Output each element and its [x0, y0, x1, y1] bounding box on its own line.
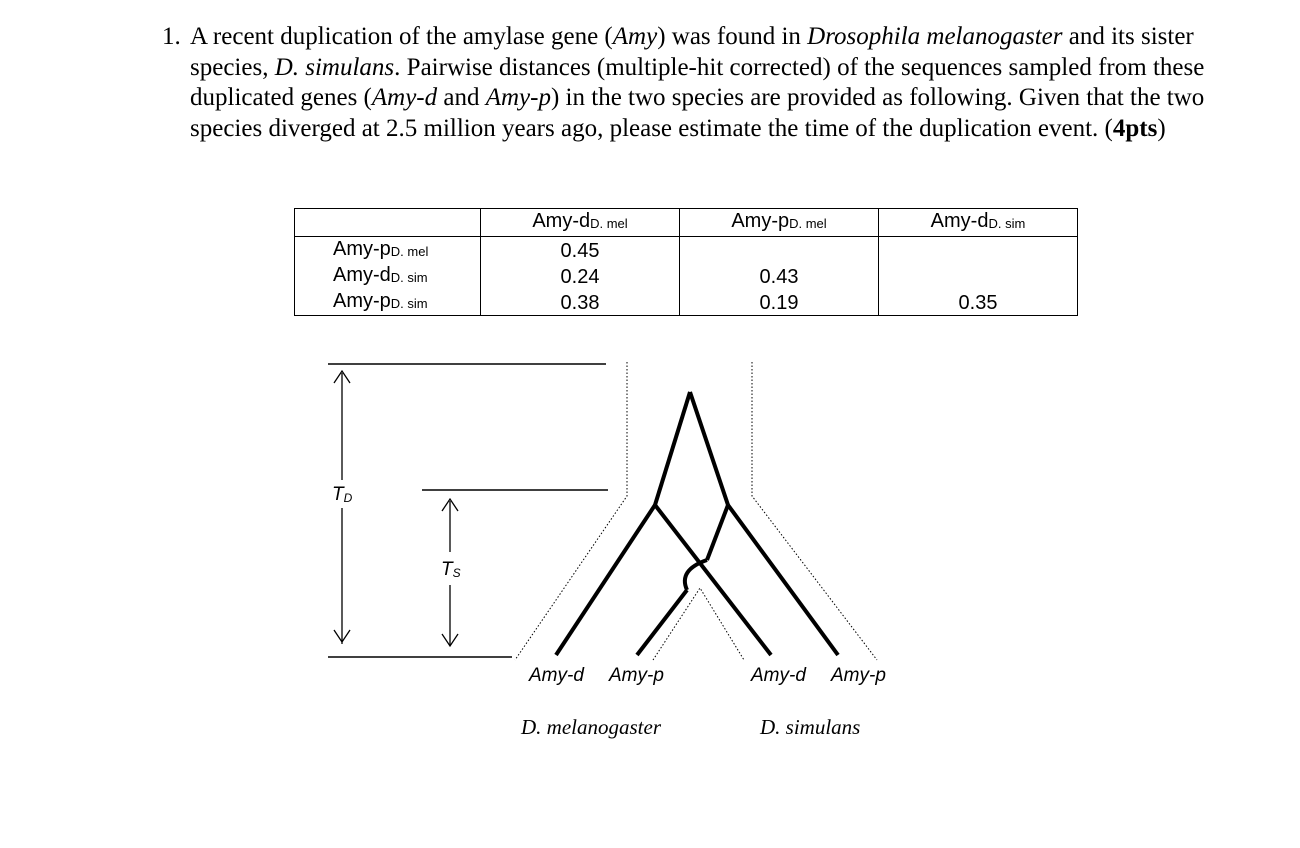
header-gene: Amy-d [930, 210, 989, 232]
row-gene: Amy-d [333, 264, 391, 286]
ts-label: TS [441, 559, 461, 580]
header-species: D. sim [988, 216, 1026, 231]
question-text-part: A recent duplication of the amylase gene ( [190, 23, 613, 50]
species-label: D. melanogaster [521, 715, 661, 739]
species-name: Drosophila melanogaster [807, 23, 1063, 50]
header-gene: Amy-d [532, 210, 591, 232]
species-name: D. simulans [274, 53, 395, 81]
branch [707, 505, 728, 560]
td-arrow [334, 371, 350, 644]
row-gene: Amy-p [333, 290, 391, 312]
question-text-part: and [437, 84, 486, 111]
points-value: 4pts [1112, 114, 1158, 142]
question-number: 1. [162, 23, 181, 50]
branch [690, 392, 728, 505]
leaf-label: Amy-p [609, 665, 664, 686]
header-species: D. mel [789, 216, 827, 231]
branch-crossing [685, 560, 707, 590]
branch [728, 505, 838, 655]
species-label: D. simulans [760, 715, 861, 739]
table-cell: 0.35 [879, 289, 1078, 316]
header-species: D. mel [590, 216, 628, 231]
question-text-part: ) was found in [657, 23, 808, 50]
branch [655, 392, 690, 505]
row-species: D. sim [390, 270, 428, 285]
table-cell: 0.24 [481, 263, 680, 289]
branch [637, 590, 687, 655]
row-species: D. sim [390, 296, 428, 311]
branch [655, 505, 771, 655]
gene-name: Amy-d [371, 84, 438, 111]
question-text-part: ) in the two species are provided as following. Given that the two species diverged at 2.5 million years ago, please estimate the time of the duplication event. ( [190, 84, 1205, 142]
gene-tree [556, 392, 838, 655]
row-gene: Amy-p [333, 238, 391, 260]
table-cell: 0.38 [481, 289, 680, 316]
header-gene: Amy-p [731, 210, 790, 232]
row-species: D. mel [390, 244, 429, 259]
gene-name: Amy-p [485, 84, 551, 111]
question-text-part: . Pairwise distances (multiple-hit corrected) of the sequences sampled from these duplicated genes ( [190, 53, 1205, 111]
question-text-part: ) [1157, 114, 1166, 142]
question-text-part: and its sister species, [190, 23, 1194, 81]
leaf-label: Amy-d [751, 665, 806, 686]
table-cell: 0.43 [680, 263, 879, 289]
leaf-label: Amy-d [529, 665, 584, 686]
table-cell: 0.45 [481, 237, 680, 264]
table-cell: 0.19 [680, 289, 879, 316]
td-label: TD [332, 484, 353, 505]
leaf-label: Amy-p [831, 665, 886, 686]
gene-name: Amy [612, 23, 658, 50]
